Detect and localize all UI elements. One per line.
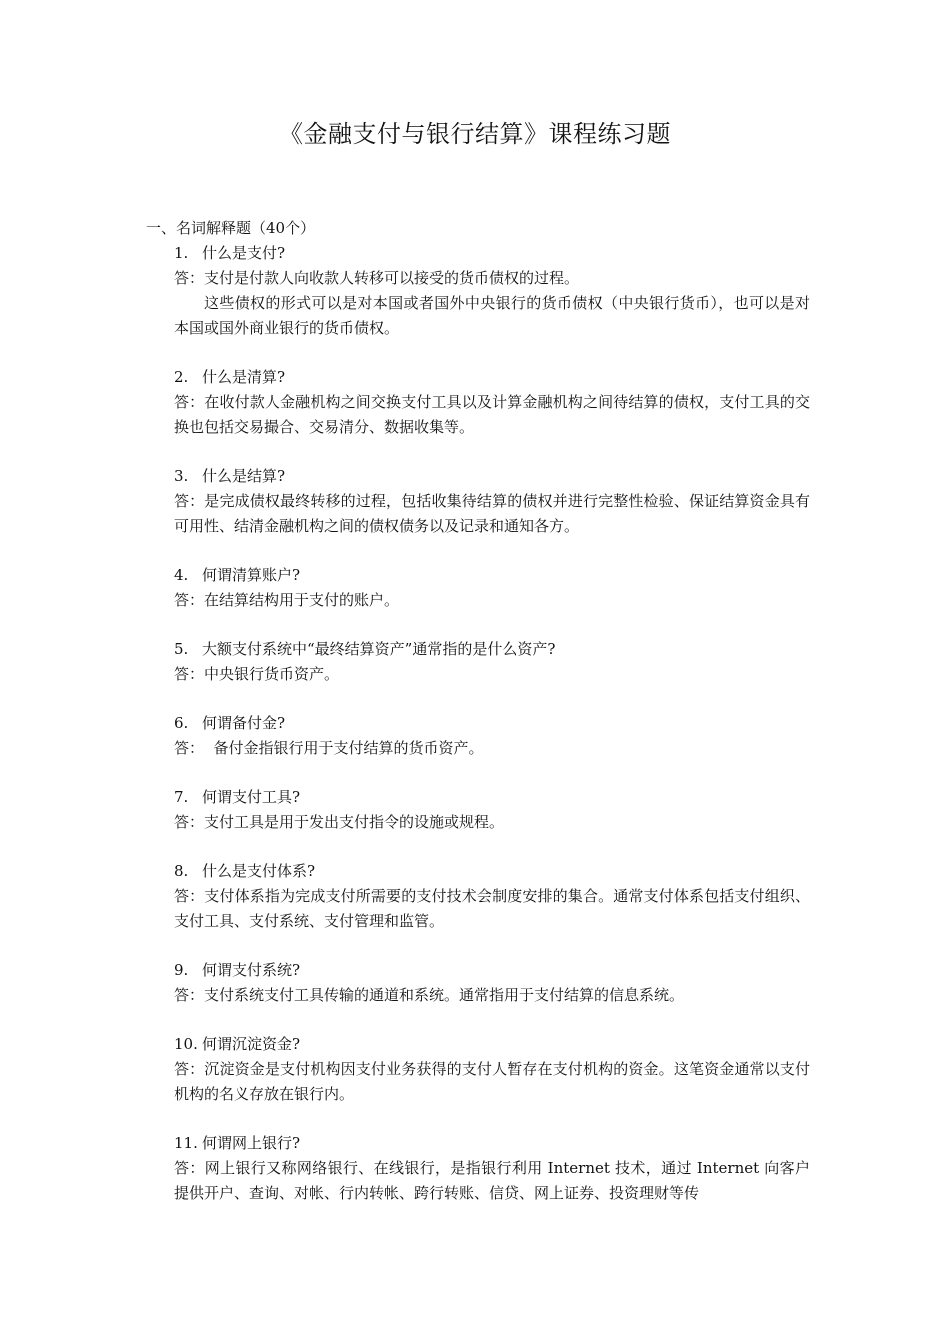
answer-text: 答：支付系统支付工具传输的通道和系统。通常指用于支付结算的信息系统。	[174, 986, 685, 1004]
qa-item	[174, 958, 810, 1008]
question-number: 8.	[174, 862, 189, 880]
question-line	[174, 637, 810, 662]
answer-continuation: 这些债权的形式可以是对本国或者国外中央银行的货币债权（中央银行货币），也可以是对本国或国外商业银行的货币债权。	[174, 294, 810, 337]
answer-text: 答：网上银行又称网络银行、在线银行，是指银行利用 Internet 技术，通过 Internet 向客户提供开户、查询、对帐、行内转帐、跨行转账、信贷、网上证券、投资理财等传	[174, 1159, 810, 1202]
qa-item	[174, 365, 810, 440]
question-line	[174, 241, 810, 266]
question-number: 9.	[174, 961, 189, 979]
qa-item	[174, 563, 810, 613]
question-text: 什么是结算?	[202, 467, 286, 485]
question-line	[174, 464, 810, 489]
question-text: 何谓网上银行?	[202, 1134, 301, 1152]
question-line	[174, 711, 810, 736]
question-number: 11.	[174, 1134, 198, 1152]
question-number: 6.	[174, 714, 189, 732]
question-number: 1.	[174, 244, 189, 262]
question-line	[174, 958, 810, 983]
question-text: 什么是清算?	[202, 368, 286, 386]
question-line	[174, 785, 810, 810]
answer-text: 答： 备付金指银行用于支付结算的货币资产。	[174, 739, 484, 757]
question-text: 什么是支付体系?	[202, 862, 316, 880]
answer-text: 答：支付工具是用于发出支付指令的设施或规程。	[174, 813, 505, 831]
answer-text: 答：支付是付款人向收款人转移可以接受的货币债权的过程。	[174, 269, 580, 287]
answer-text: 答：在结算结构用于支付的账户。	[174, 591, 400, 609]
question-text: 大额支付系统中“最终结算资产”通常指的是什么资产?	[202, 640, 556, 658]
question-text: 何谓支付系统?	[202, 961, 301, 979]
question-number: 4.	[174, 566, 189, 584]
question-number: 3.	[174, 467, 189, 485]
qa-item	[174, 464, 810, 539]
document-title: 《金融支付与银行结算》课程练习题	[279, 120, 671, 148]
question-text: 何谓沉淀资金?	[202, 1035, 301, 1053]
question-text: 何谓支付工具?	[202, 788, 301, 806]
question-line	[174, 1032, 810, 1057]
question-text: 何谓清算账户?	[202, 566, 301, 584]
qa-list	[174, 241, 810, 1230]
qa-item	[174, 785, 810, 835]
answer-text: 答：沉淀资金是支付机构因支付业务获得的支付人暂存在支付机构的资金。这笔资金通常以支付机构的名义存放在银行内。	[174, 1060, 810, 1103]
question-number: 7.	[174, 788, 189, 806]
answer-text: 答：在收付款人金融机构之间交换支付工具以及计算金融机构之间待结算的债权，支付工具的交换也包括交易撮合、交易清分、数据收集等。	[174, 393, 810, 436]
question-text: 什么是支付?	[202, 244, 286, 262]
qa-item	[174, 711, 810, 761]
qa-item	[174, 241, 810, 341]
question-number: 2.	[174, 368, 189, 386]
qa-item	[174, 1032, 810, 1107]
question-text: 何谓备付金?	[202, 714, 286, 732]
question-line	[174, 365, 810, 390]
qa-item	[174, 859, 810, 934]
question-number: 5.	[174, 640, 189, 658]
answer-text: 答：支付体系指为完成支付所需要的支付技术会制度安排的集合。通常支付体系包括支付组织、支付工具、支付系统、支付管理和监管。	[174, 887, 810, 930]
section-heading: 一、名词解释题（40个）	[146, 219, 316, 237]
question-line	[174, 1131, 810, 1156]
question-number: 10.	[174, 1035, 198, 1053]
answer-text: 答：是完成债权最终转移的过程，包括收集待结算的债权并进行完整性检验、保证结算资金具有可用性、结清金融机构之间的债权债务以及记录和通知各方。	[174, 492, 810, 535]
question-line	[174, 563, 810, 588]
qa-item	[174, 1131, 810, 1206]
answer-text: 答：中央银行货币资产。	[174, 665, 340, 683]
question-line	[174, 859, 810, 884]
qa-item	[174, 637, 810, 687]
